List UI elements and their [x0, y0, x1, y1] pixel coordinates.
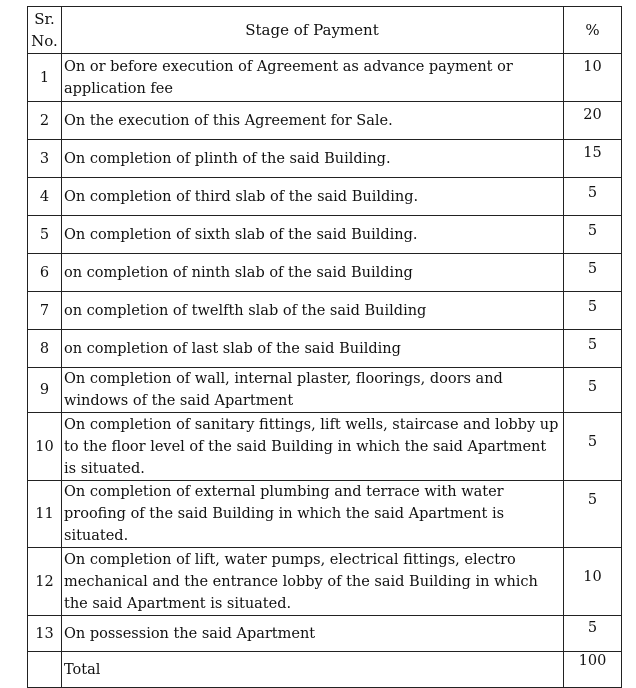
percent-header: % — [564, 7, 622, 54]
percent-value: 5 — [587, 299, 598, 315]
percent-value: 5 — [587, 185, 598, 201]
sr-no-cell: 5 — [28, 216, 62, 254]
percent-value: 5 — [587, 620, 598, 636]
percent-cell — [564, 548, 622, 616]
percent-value: 20 — [583, 107, 602, 123]
percent-cell — [564, 481, 622, 548]
sr-no-cell: 12 — [28, 548, 62, 616]
sr-no-cell: 1 — [28, 54, 62, 102]
sr-no-header — [28, 7, 62, 54]
total-sr-cell — [28, 652, 62, 688]
percent-value: 5 — [587, 492, 598, 508]
sr-no-cell: 8 — [28, 330, 62, 368]
table-row — [28, 216, 622, 254]
stage-cell: on completion of twelfth slab of the said Building — [62, 292, 564, 330]
sr-header-line1: Sr. — [34, 10, 55, 28]
total-percent — [564, 652, 622, 688]
table-row — [28, 616, 622, 652]
sr-no-cell: 4 — [28, 178, 62, 216]
table-row — [28, 178, 622, 216]
sr-no-cell: 9 — [28, 368, 62, 413]
sr-no-cell: 7 — [28, 292, 62, 330]
percent-value: 5 — [587, 434, 598, 450]
percent-value: 10 — [583, 569, 602, 585]
percent-cell — [564, 216, 622, 254]
table-header-row — [28, 7, 622, 54]
payment-schedule-table — [27, 6, 622, 688]
table-row — [28, 548, 622, 616]
stage-header: Stage of Payment — [62, 7, 564, 54]
percent-value: 10 — [583, 59, 602, 75]
stage-cell: On completion of sanitary fittings, lift wells, staircase and lobby up to the floor level of the said Building in which the said Apartment is situated. — [62, 413, 564, 481]
percent-cell — [564, 140, 622, 178]
stage-cell: On completion of third slab of the said Building. — [62, 178, 564, 216]
percent-cell — [564, 616, 622, 652]
sr-no-cell: 11 — [28, 481, 62, 548]
stage-cell: On completion of wall, internal plaster, floorings, doors and windows of the said Apartment — [62, 368, 564, 413]
stage-cell: On completion of external plumbing and terrace with water proofing of the said Building in which the said Apartment is situated. — [62, 481, 564, 548]
stage-cell: On possession the said Apartment — [62, 616, 564, 652]
percent-value: 5 — [587, 261, 598, 277]
stage-cell: on completion of ninth slab of the said Building — [62, 254, 564, 292]
percent-value: 5 — [587, 379, 598, 395]
table-row — [28, 330, 622, 368]
percent-value: 15 — [583, 145, 602, 161]
percent-cell — [564, 102, 622, 140]
total-row — [28, 652, 622, 688]
sr-no-cell: 6 — [28, 254, 62, 292]
percent-cell — [564, 178, 622, 216]
sr-no-cell: 3 — [28, 140, 62, 178]
table-row — [28, 413, 622, 481]
stage-cell: On completion of sixth slab of the said Building. — [62, 216, 564, 254]
stage-cell: On completion of plinth of the said Building. — [62, 140, 564, 178]
percent-cell — [564, 413, 622, 481]
table-row — [28, 481, 622, 548]
total-percent-value: 100 — [578, 653, 607, 669]
table-row — [28, 292, 622, 330]
total-label: Total — [62, 652, 564, 688]
percent-cell — [564, 330, 622, 368]
table-row — [28, 102, 622, 140]
percent-cell — [564, 254, 622, 292]
percent-cell — [564, 368, 622, 413]
table-row — [28, 54, 622, 102]
stage-cell: On completion of lift, water pumps, electrical fittings, electro mechanical and the entrance lobby of the said Building in which the said Apartment is situated. — [62, 548, 564, 616]
table-row — [28, 368, 622, 413]
percent-cell — [564, 54, 622, 102]
stage-cell: On the execution of this Agreement for Sale. — [62, 102, 564, 140]
sr-no-cell: 2 — [28, 102, 62, 140]
percent-value: 5 — [587, 223, 598, 239]
table-row — [28, 254, 622, 292]
sr-no-cell: 13 — [28, 616, 62, 652]
stage-cell: On or before execution of Agreement as advance payment or application fee — [62, 54, 564, 102]
percent-cell — [564, 292, 622, 330]
sr-no-cell: 10 — [28, 413, 62, 481]
percent-value: 5 — [587, 337, 598, 353]
sr-header-line2: No. — [31, 32, 58, 50]
table-row — [28, 140, 622, 178]
stage-cell: on completion of last slab of the said Building — [62, 330, 564, 368]
